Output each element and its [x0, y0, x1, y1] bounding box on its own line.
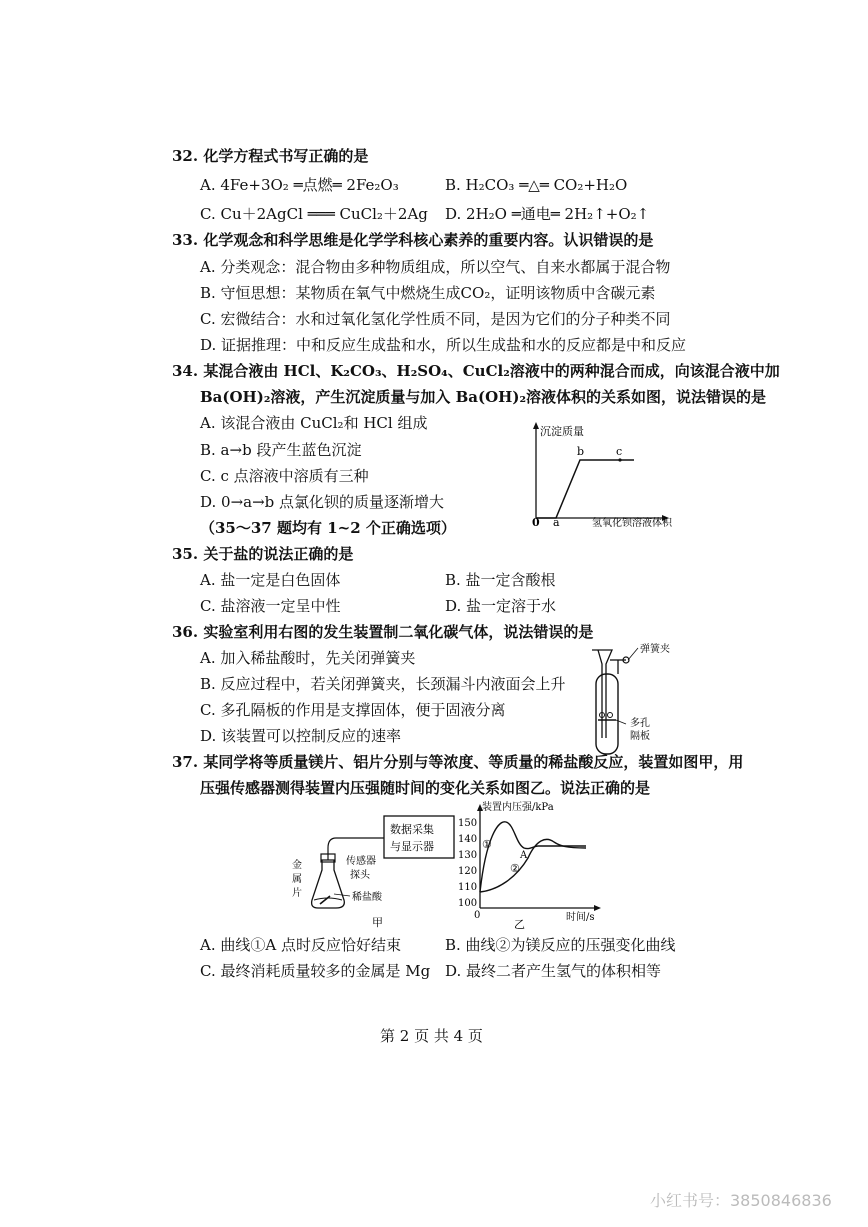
metal-label-1: 金: [292, 860, 302, 871]
conical-flask: [312, 860, 345, 908]
q32-stem: 32. 化学方程式书写正确的是: [172, 147, 369, 165]
chart-point-a: a: [553, 516, 560, 529]
q33-option-d: D. 证据推理：中和反应生成盐和水，所以生成盐和水的反应都是中和反应: [200, 336, 687, 354]
multi-choice-note: （35～37 题均有 1~2 个正确选项）: [200, 519, 456, 537]
pressure-origin: 0: [474, 910, 481, 921]
q37-option-b: B. 曲线②为镁反应的压强变化曲线: [445, 936, 676, 954]
q32-option-c: C. Cu＋2AgCl ═══ CuCl₂＋2Ag: [200, 205, 428, 223]
q35-option-b: B. 盐一定含酸根: [445, 571, 556, 589]
metal-label-2: 属: [292, 874, 302, 885]
q34-option-b: B. a→b 段产生蓝色沉淀: [200, 441, 362, 459]
q34-option-c: C. c 点溶液中溶质有三种: [200, 467, 369, 485]
chart-point-b: b: [577, 445, 585, 458]
q32-option-d: D. 2H₂O ═通电═ 2H₂↑+O₂↑: [445, 205, 650, 223]
q33-option-b: B. 守恒思想：某物质在氧气中燃烧生成CO₂，证明该物质中含碳元素: [200, 284, 656, 302]
q36-stem: 36. 实验室利用右图的发生装置制二氧化碳气体，说法错误的是: [172, 623, 594, 641]
sensor-label-2: 探头: [350, 870, 370, 881]
tick-100: 100: [458, 898, 478, 909]
pressure-xlabel: 时间/s: [566, 912, 595, 923]
q37-option-c: C. 最终消耗质量较多的金属是 Mg: [200, 962, 431, 980]
q33-option-c: C. 宏微结合：水和过氧化氢化学性质不同，是因为它们的分子种类不同: [200, 310, 671, 328]
q36-option-c: C. 多孔隔板的作用是支撑固体，便于固液分离: [200, 701, 506, 719]
q37-option-a: A. 曲线①A 点时反应恰好结束: [200, 936, 401, 954]
metal-strip: [320, 896, 330, 904]
point-A-label: A: [520, 850, 528, 861]
curve-2-label: ②: [510, 862, 520, 875]
chart-origin: 0: [532, 516, 540, 529]
chart-ylabel: 沉淀质量: [540, 425, 584, 438]
figure-yi-caption: 乙: [514, 918, 525, 930]
precipitate-chart: [524, 418, 674, 530]
chart-point-c: c: [616, 445, 623, 458]
label-porous-1: 多孔: [630, 718, 650, 729]
q34-stem-line1: 34. 某混合液由 HCl、K₂CO₃、H₂SO₄、CuCl₂溶液中的两种混合而成，向该混合液中加: [172, 362, 780, 380]
figure-jia-apparatus: [286, 808, 466, 930]
tick-150: 150: [458, 818, 478, 829]
q34-stem-line2: Ba(OH)₂溶液，产生沉淀质量与加入 Ba(OH)₂溶液体积的关系如图，说法错误的是: [200, 388, 767, 406]
tick-140: 140: [458, 834, 478, 845]
q37-option-d: D. 最终二者产生氢气的体积相等: [445, 962, 662, 980]
q33-option-a: A. 分类观念：混合物由多种物质组成，所以空气、自来水都属于混合物: [200, 258, 671, 276]
q35-option-d: D. 盐一定溶于水: [445, 597, 557, 615]
q35-stem: 35. 关于盐的说法正确的是: [172, 545, 354, 563]
page-number: 第 2 页 共 4 页: [380, 1027, 483, 1045]
box-label-1: 数据采集: [390, 823, 434, 836]
q35-option-c: C. 盐溶液一定呈中性: [200, 597, 341, 615]
q35-option-a: A. 盐一定是白色固体: [200, 571, 341, 589]
q37-stem-line1: 37. 某同学将等质量镁片、铝片分别与等浓度、等质量的稀盐酸反应，装置如图甲，用: [172, 753, 744, 771]
figure-yi-pressure-chart: [458, 798, 618, 930]
tick-110: 110: [458, 882, 478, 893]
point-c-dot: [618, 458, 621, 461]
q32-option-a: A. 4Fe+3O₂ ═点燃═ 2Fe₂O₃: [200, 176, 399, 194]
q34-option-d: D. 0→a→b 点氯化钡的质量逐渐增大: [200, 493, 445, 511]
label-porous-2: 隔板: [630, 731, 650, 742]
curve-1: [480, 822, 586, 892]
curve-1-label: ①: [482, 838, 492, 851]
watermark-text: 小红书号：3850846836: [650, 1191, 832, 1210]
chart-xlabel: 氢氧化钡溶液体积: [592, 518, 672, 529]
tick-130: 130: [458, 850, 478, 861]
acid-label: 稀盐酸: [352, 892, 382, 903]
sensor-label-1: 传感器: [346, 856, 376, 867]
box-label-2: 与显示器: [390, 840, 434, 853]
q36-option-a: A. 加入稀盐酸时，先关闭弹簧夹: [200, 649, 416, 667]
precipitate-curve: [536, 460, 634, 518]
q37-stem-line2: 压强传感器测得装置内压强随时间的变化关系如图乙。说法正确的是: [200, 779, 651, 797]
co2-generator-apparatus: [582, 638, 692, 760]
metal-label-3: 片: [292, 888, 302, 899]
q36-option-b: B. 反应过程中，若关闭弹簧夹，长颈漏斗内液面会上升: [200, 675, 566, 693]
q34-option-a: A. 该混合液由 CuCl₂和 HCl 组成: [200, 414, 428, 432]
chart-y-arrow: [533, 422, 539, 429]
tick-120: 120: [458, 866, 478, 877]
q32-option-b: B. H₂CO₃ ═△═ CO₂+H₂O: [445, 176, 628, 194]
q36-option-d: D. 该装置可以控制反应的速率: [200, 727, 402, 745]
pressure-ylabel: 装置内压强/kPa: [482, 802, 554, 813]
q33-stem: 33. 化学观念和科学思维是化学学科核心素养的重要内容。认识错误的是: [172, 231, 654, 249]
label-spring-clip: 弹簧夹: [640, 644, 670, 655]
figure-jia-caption: 甲: [372, 916, 383, 929]
